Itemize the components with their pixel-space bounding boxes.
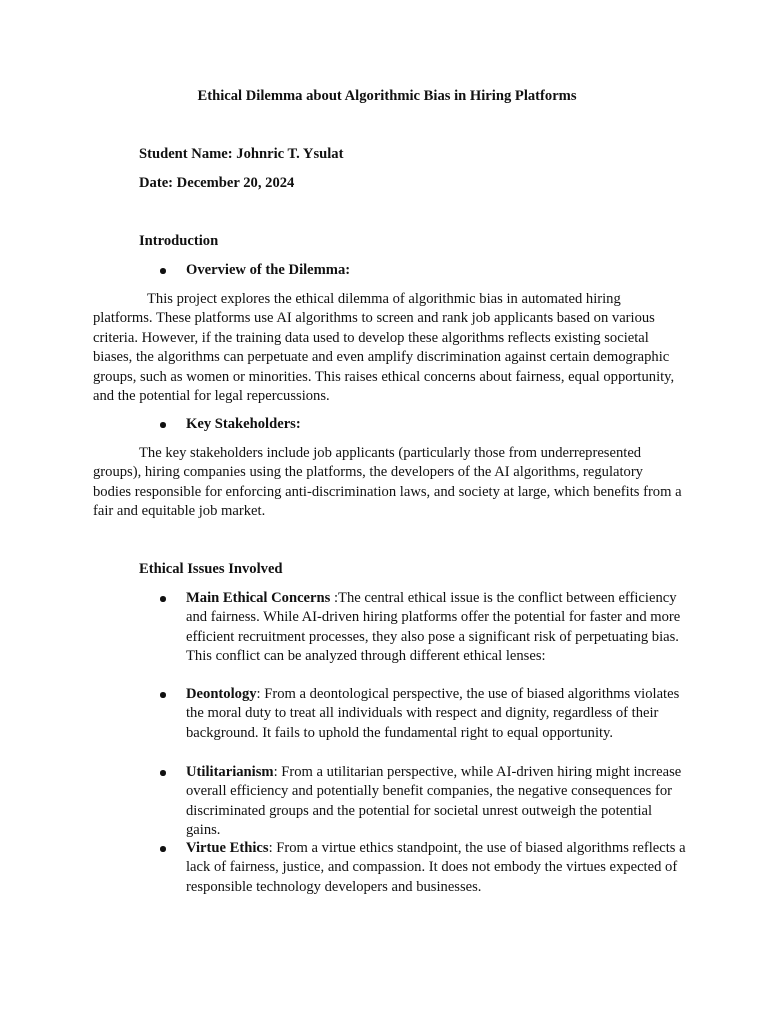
stakeholders-heading: Key Stakeholders: — [186, 416, 301, 432]
list-item-main-concerns — [186, 589, 686, 667]
student-name: Student Name: Johnric T. Ysulat — [139, 146, 344, 162]
bullet-icon — [160, 596, 166, 602]
overview-text: This project explores the ethical dilemma of algorithmic bias in automated hiring platforms. These platforms use AI algorithms to screen and rank job applicants based on various criteria. However, if the training data used to develop these algorithms reflects existing societal biases, the algorithms can perpetuate and even amplify discrimination against certain demographic groups, such as women or minorities. This raises ethical concerns about fairness, equal opportunity, and the potential for legal repercussions. — [93, 291, 675, 405]
stakeholders-text: The key stakeholders include job applicants (particularly those from underrepresented groups), hiring companies using the platforms, the developers of the AI algorithms, regulatory bodies responsible for enforcing anti-discrimination laws, and society at large, which benefits from a fair and equitable job market. — [93, 445, 682, 520]
bullet-icon — [160, 268, 166, 274]
list-item-deontology — [186, 685, 686, 743]
overview-paragraph — [93, 290, 683, 406]
ethical-issues-heading: Ethical Issues Involved — [139, 561, 283, 577]
document-title: Ethical Dilemma about Algorithmic Bias in Hiring Platforms — [197, 88, 577, 104]
list-item-virtue-ethics — [186, 839, 686, 897]
list-item-text: : From a virtue ethics standpoint, the use of biased algorithms reflects a lack of fairness, justice, and compassion. It does not embody the virtues expected of responsible technology developers and businesses. — [186, 840, 686, 895]
stakeholders-paragraph — [93, 444, 683, 522]
list-item-text: : From a utilitarian perspective, while AI-driven hiring might increase overall efficiency and potentially benefit companies, the negative consequences for discriminated groups and the potential for societal unrest outweigh the potential gains. — [186, 764, 682, 839]
list-item-utilitarianism — [186, 763, 686, 841]
list-item-term: Deontology — [186, 686, 257, 702]
bullet-icon — [160, 692, 166, 698]
bullet-icon — [160, 770, 166, 776]
overview-heading: Overview of the Dilemma: — [186, 262, 351, 278]
list-item-text: : From a deontological perspective, the use of biased algorithms violates the moral duty to treat all individuals with respect and dignity, regardless of their background. It fails to uphold the fundamental right to equal opportunity. — [186, 686, 680, 741]
bullet-icon — [160, 846, 166, 852]
list-item-term: Virtue Ethics — [186, 840, 269, 856]
introduction-heading: Introduction — [139, 233, 219, 249]
list-item-text: :The central ethical issue is the conflict between efficiency and fairness. While AI-driven hiring platforms offer the potential for faster and more efficient recruitment processes, they also pose a significant risk of perpetuating bias. This conflict can be analyzed through different ethical lenses: — [186, 590, 681, 665]
bullet-icon — [160, 422, 166, 428]
document-date: Date: December 20, 2024 — [139, 175, 295, 191]
list-item-term: Utilitarianism — [186, 764, 274, 780]
list-item-term: Main Ethical Concerns — [186, 590, 331, 606]
